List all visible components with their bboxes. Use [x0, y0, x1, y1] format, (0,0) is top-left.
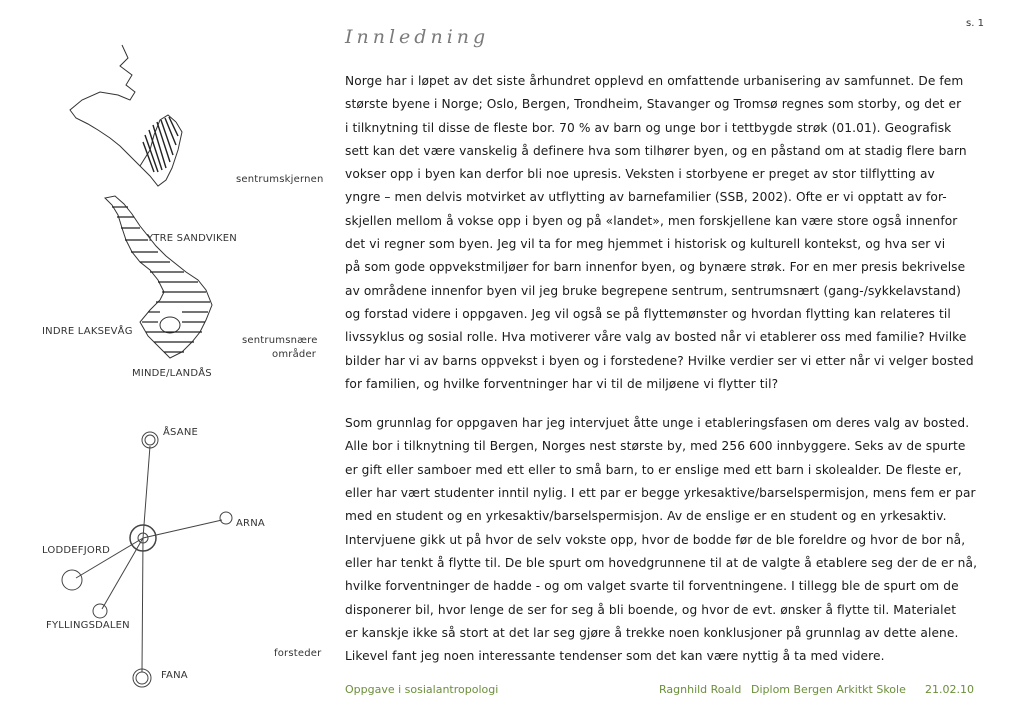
paragraph-line: på som gode oppvekstmiljøer for barn innenfor byen, og bynære strøk. For en mer presis bekrivelse — [345, 260, 966, 275]
paragraph-line: Norge har i løpet av det siste århundret opplevd en omfattende urbanisering av samfunnet. De fem — [345, 74, 964, 88]
label-omrader: områder — [272, 349, 317, 360]
paragraph-line: er kanskje ikke så stort at det lar seg gjøre å trekke noen konklusjoner på grunnlag av dette alene. — [345, 625, 959, 640]
paragraph-line: yngre – men delvis motvirket av utflytting av barnefamilier (SSB, 2002). Ofte er vi opptatt av for- — [345, 190, 947, 205]
paragraph-line: med en student og en yrkesaktiv/barselspermisjon. Av de enslige er en student og en yrkesaktiv. — [345, 509, 947, 524]
label-fyllingsdalen: FYLLINGSDALEN — [46, 620, 130, 631]
paragraph-line: det vi regner som byen. Jeg vil ta for meg hjemmet i historisk og kulturell kontekst, og hva ser vi — [345, 237, 946, 252]
label-asane: ÅSANE — [163, 427, 199, 438]
paragraph-line: disponerer bil, hvor lenge de ser for seg å bli boende, og hvor de evt. ønsker å flytte til. Materialet — [345, 602, 957, 617]
label-sentrumsnaere: sentrumsnære — [242, 335, 318, 346]
paragraph-line: bilder har vi av barns oppvekst i byen og i forstedene? Hvilke verdier ser vi etter når vi velger bosted — [345, 353, 974, 368]
paragraph-line: og forstad videre i oppgaven. Jeg vil også se på flyttemønster og hvordan flytting kan relateres til — [345, 306, 951, 321]
paragraph-line: største byene i Norge; Oslo, Bergen, Trondheim, Stavanger og Tromsø regnes som storby, og det er — [345, 97, 962, 112]
body-text — [345, 70, 990, 668]
label-loddefjord: LODDEFJORD — [42, 545, 111, 556]
suburb-network — [62, 432, 232, 687]
paragraph-line: av områdene innenfor byen vil jeg bruke begrepene sentrum, sentrumsnært (gang-/sykkelavstand) — [345, 283, 962, 298]
paragraph-line: vokser opp i byen kan derfor bli noe upresis. Veksten i storbyene er preget av stor tilflytting av — [345, 167, 935, 182]
paragraph-line: sett kan det være vanskelig å definere hva som tilhører byen, og en påstand om at stadig flere barn — [345, 143, 967, 158]
paragraph-line: for familien, og hvilke forventninger har vi til de miljøene vi flytter til? — [345, 376, 779, 391]
paragraph-line: eller har vært studenter inntil nylig. I ett par er begge yrkesaktive/barselspermisjon, mens fem er par — [345, 486, 976, 501]
paragraph-line: Intervjuene gikk ut på hvor de selv vokste opp, hvor de bodde før de ble foreldre og hvor de bor nå, — [345, 532, 966, 547]
paragraph-line: Alle bor i tilknytning til Bergen, Norges nest største by, med 256 600 innbyggere. Seks av de spurte — [345, 439, 966, 454]
paragraph-gap — [345, 396, 990, 412]
paragraph-line: hvilke forventninger de hadde - og om valget svarte til forventningene. I tillegg ble de spurt om de — [345, 579, 959, 594]
paragraph-line: eller har tenkt å flytte til. De ble spurt om hovedgrunnene til at de valgte å etablere seg der de er nå, — [345, 555, 978, 570]
footer-date: 21.02.10 — [925, 683, 974, 696]
label-fana: FANA — [161, 670, 188, 681]
paragraph-line: i tilknytning til disse de fleste bor. 70 % av barn og unge bor i tettbygde strøk (01.01). Geografisk — [345, 120, 952, 135]
paragraph-line: livssyklus og sosial rolle. Hva motiverer våre valg av bosted når vi etablerer oss med familie? Hvilke — [345, 330, 967, 345]
label-ytre-sandviken: YTRE SANDVIKEN — [147, 233, 237, 244]
page-number: s. 1 — [966, 18, 984, 29]
paragraph-line: Likevel fant jeg noen interessante tendenser som det kan være nyttig å ta med videre. — [345, 649, 885, 664]
label-indre-laksevag: INDRE LAKSEVÅG — [42, 326, 133, 337]
section-title: Innledning — [345, 26, 490, 48]
footer-author: Ragnhild Roald — [659, 683, 742, 696]
footer-course: Oppgave i sosialantropologi — [345, 683, 499, 696]
label-sentrumskjernen: sentrumskjernen — [236, 174, 324, 185]
paragraph-line: Som grunnlag for oppgaven har jeg intervjuet åtte unge i etableringsfasen om deres valg av bosted. — [345, 416, 970, 431]
paragraph-line: er gift eller samboer med ett eller to små barn, to er enslige med ett barn i skolealder. De fleste er, — [345, 462, 962, 477]
label-forsteder: forsteder — [274, 648, 322, 659]
label-arna: ARNA — [236, 518, 265, 529]
city-center-hatch — [143, 117, 178, 172]
paragraph-line: skjellen mellom å vokse opp i byen og på «landet», men forskjellene kan være store også innenfor — [345, 213, 958, 228]
label-minde-landas: MINDE/LANDÅS — [132, 368, 212, 379]
footer-school: Diplom Bergen Arkitkt Skole — [751, 683, 906, 696]
